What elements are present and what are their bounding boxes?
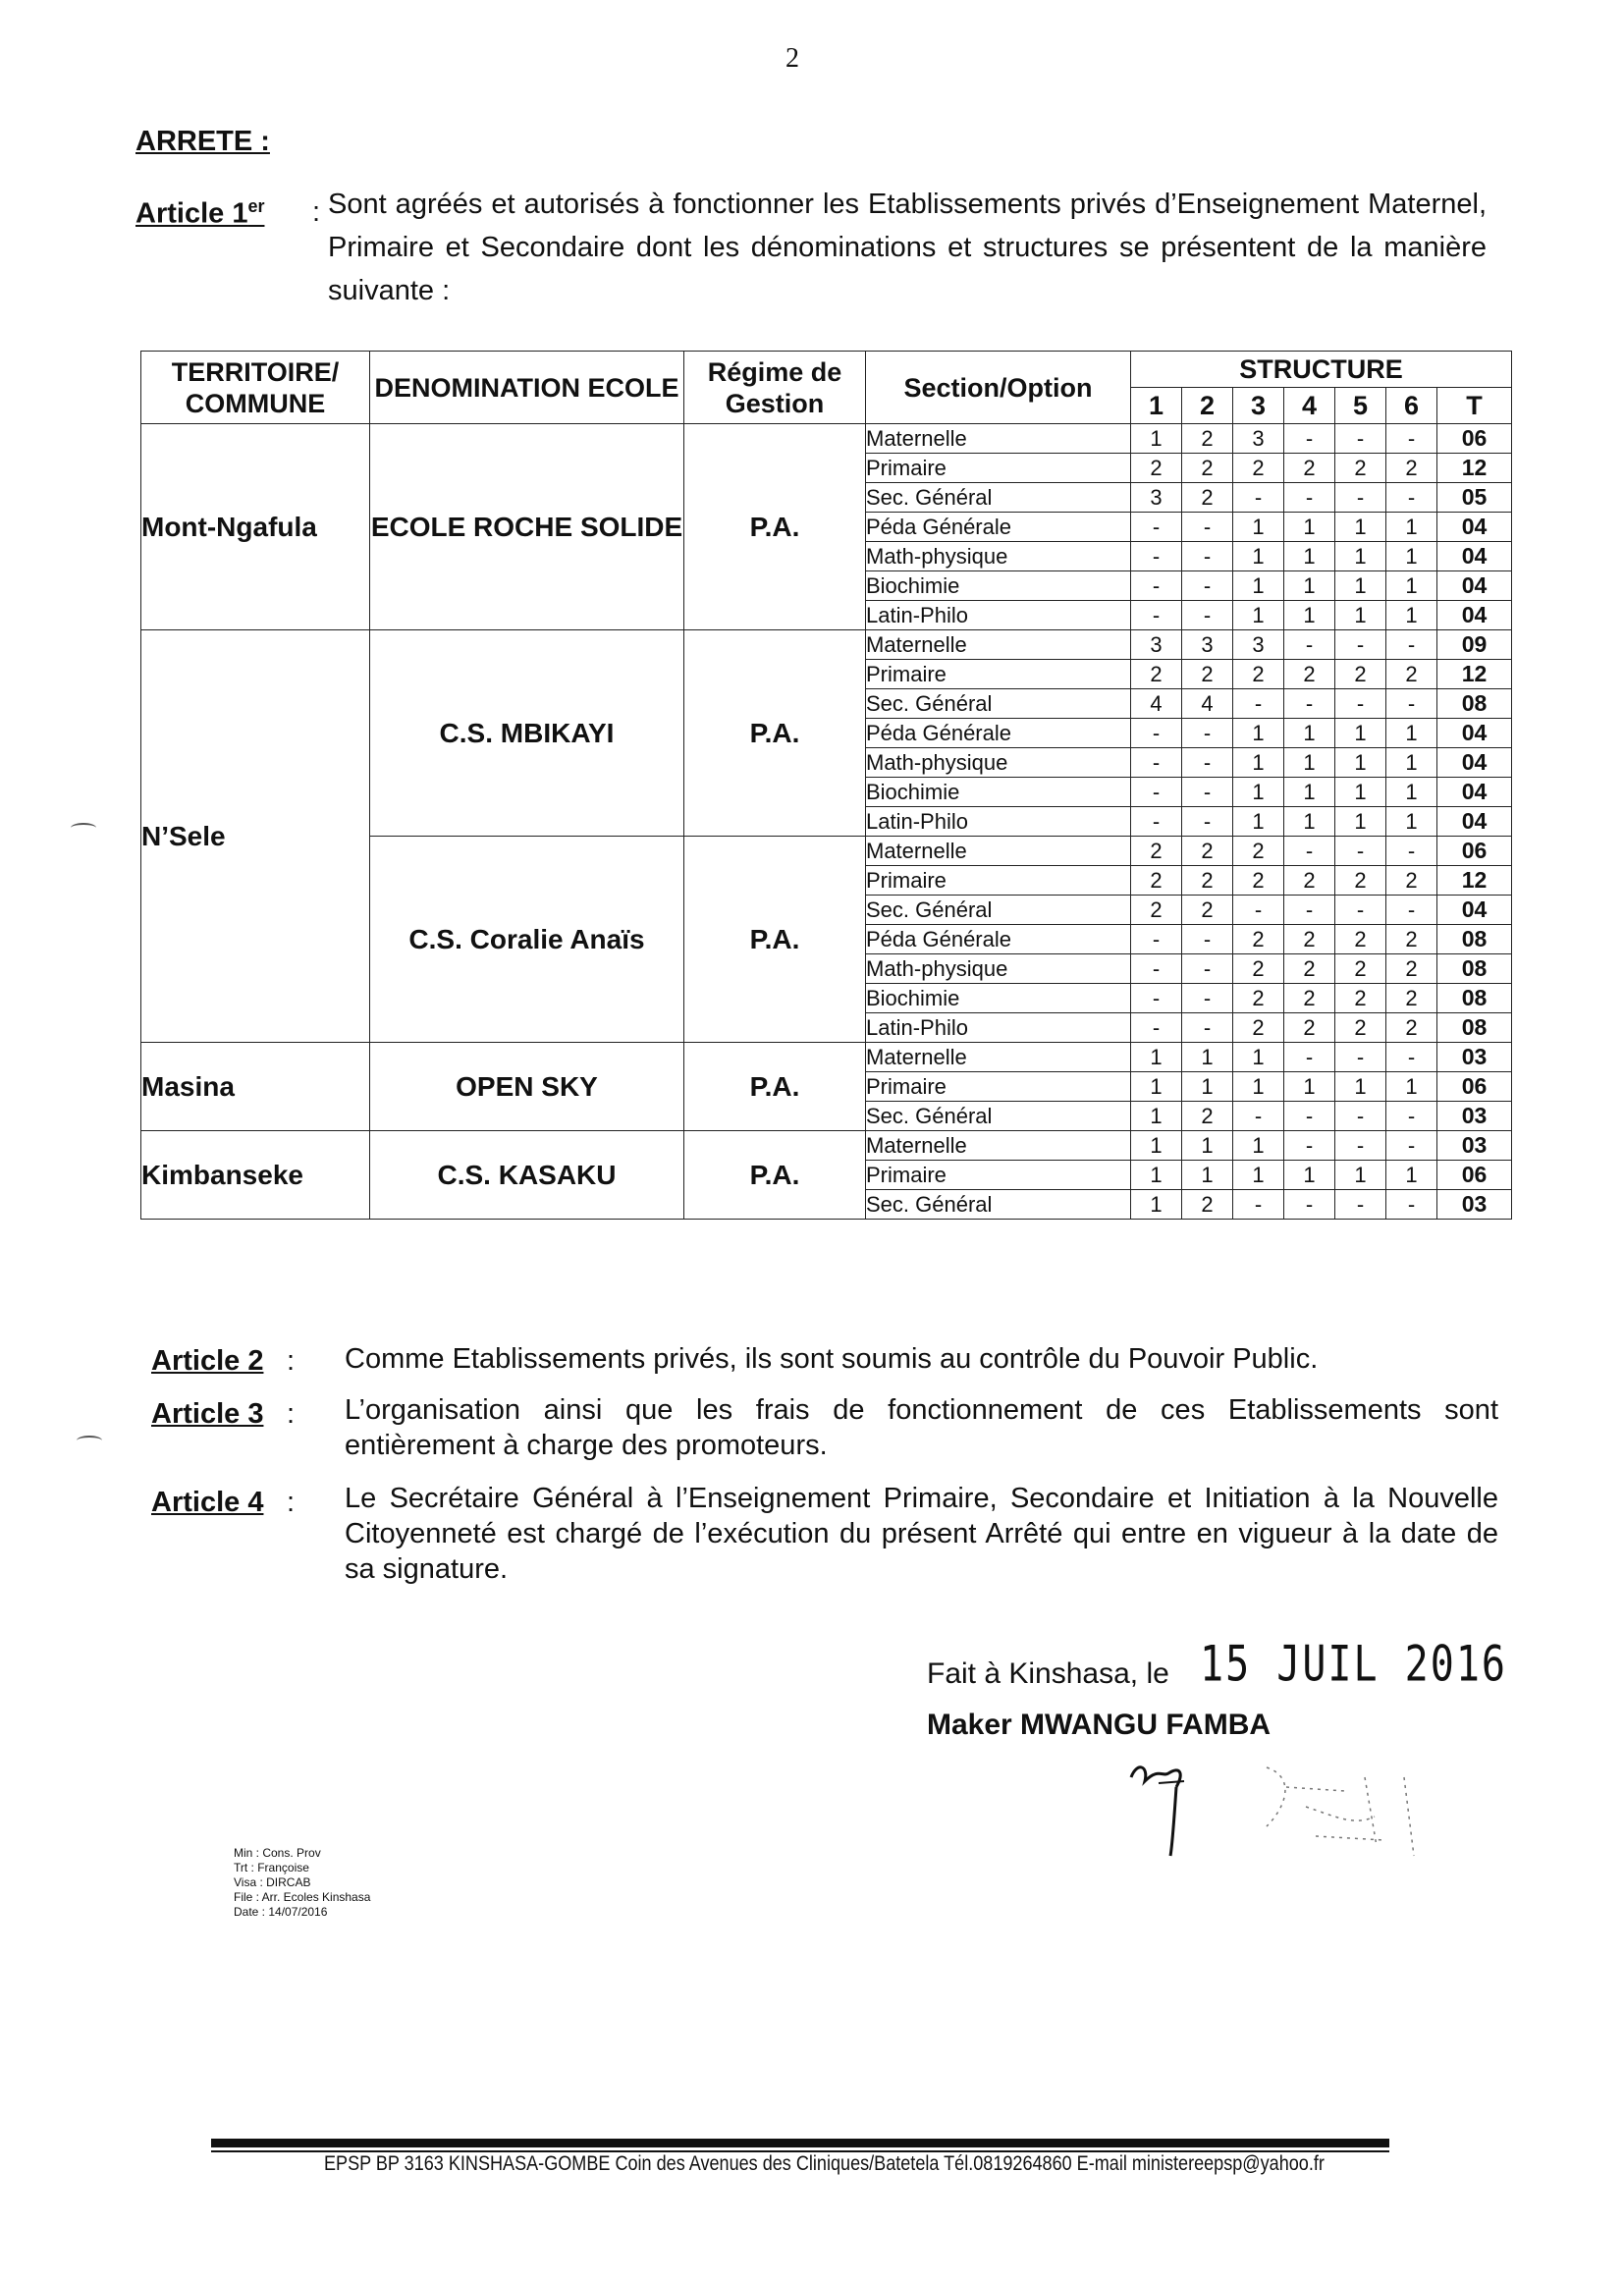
total-cell: 03 <box>1437 1102 1512 1131</box>
header-regime: Régime de Gestion <box>684 352 866 424</box>
level-6-cell: - <box>1386 837 1437 866</box>
level-3-cell: 3 <box>1233 630 1284 660</box>
territory-cell: Mont-Ngafula <box>141 424 370 630</box>
level-6-cell: 1 <box>1386 571 1437 601</box>
article-2-text: Comme Etablissements privés, ils sont soumis au contrôle du Pouvoir Public. <box>345 1343 1319 1375</box>
level-4-cell: 1 <box>1284 1161 1335 1190</box>
level-5-cell: 1 <box>1335 542 1386 571</box>
signatory-name: Maker MWANGU FAMBA <box>927 1709 1272 1741</box>
section-cell: Biochimie <box>866 778 1131 807</box>
level-2-cell: 3 <box>1182 630 1233 660</box>
section-cell: Sec. Général <box>866 896 1131 925</box>
level-5-cell: - <box>1335 1190 1386 1220</box>
level-6-cell: 2 <box>1386 1013 1437 1043</box>
level-6-cell: - <box>1386 896 1437 925</box>
level-4-cell: - <box>1284 837 1335 866</box>
level-2-cell: - <box>1182 601 1233 630</box>
level-6-cell: 2 <box>1386 454 1437 483</box>
level-4-cell: 1 <box>1284 778 1335 807</box>
table-row <box>141 1043 1512 1072</box>
level-5-cell: 2 <box>1335 984 1386 1013</box>
level-5-cell: 1 <box>1335 571 1386 601</box>
level-3-cell: 2 <box>1233 1013 1284 1043</box>
table-row <box>141 630 1512 660</box>
level-1-cell: 1 <box>1131 1072 1182 1102</box>
level-6-cell: - <box>1386 1131 1437 1161</box>
level-4-cell: 1 <box>1284 1072 1335 1102</box>
header-structure: STRUCTURE <box>1131 352 1512 388</box>
article-1-label: Article 1er <box>135 196 265 230</box>
level-3-cell: - <box>1233 483 1284 513</box>
level-3-cell: 1 <box>1233 571 1284 601</box>
level-5-cell: 1 <box>1335 807 1386 837</box>
section-cell: Primaire <box>866 454 1131 483</box>
level-1-cell: 1 <box>1131 424 1182 454</box>
total-cell: 03 <box>1437 1043 1512 1072</box>
level-4-cell: 2 <box>1284 454 1335 483</box>
article-1-text: Sont agréés et autorisés à fonctionner les Etablissements privés d’Enseignement Maternel, Primaire et Secondaire dont les dénominations et structures se présentent de la manière suivante : <box>328 189 1487 306</box>
level-2-cell: 2 <box>1182 866 1233 896</box>
level-2-cell: - <box>1182 984 1233 1013</box>
level-1-cell: - <box>1131 571 1182 601</box>
margin-mark <box>77 1436 102 1445</box>
signing-place: Fait à Kinshasa, le <box>927 1657 1169 1690</box>
regime-cell: P.A. <box>684 630 866 837</box>
level-5-cell: 2 <box>1335 1013 1386 1043</box>
level-5-cell: 1 <box>1335 748 1386 778</box>
level-1-cell: - <box>1131 513 1182 542</box>
level-3-cell: 1 <box>1233 1043 1284 1072</box>
section-cell: Sec. Général <box>866 483 1131 513</box>
level-3-cell: 1 <box>1233 1072 1284 1102</box>
level-2-cell: 2 <box>1182 837 1233 866</box>
level-6-cell: - <box>1386 1102 1437 1131</box>
level-4-cell: 2 <box>1284 866 1335 896</box>
level-2-cell: 2 <box>1182 896 1233 925</box>
level-3-cell: - <box>1233 896 1284 925</box>
level-5-cell: - <box>1335 896 1386 925</box>
level-6-cell: 2 <box>1386 925 1437 954</box>
section-cell: Primaire <box>866 866 1131 896</box>
level-4-cell: 2 <box>1284 925 1335 954</box>
article-4-label: Article 4 <box>151 1487 264 1518</box>
total-cell: 06 <box>1437 424 1512 454</box>
regime-cell: P.A. <box>684 1131 866 1220</box>
table-row <box>141 1131 1512 1161</box>
level-5-cell: 1 <box>1335 601 1386 630</box>
level-2-cell: - <box>1182 954 1233 984</box>
section-cell: Péda Générale <box>866 925 1131 954</box>
date-stamp: 15 JUIL 2016 <box>1200 1636 1507 1693</box>
article-4-text: Le Secrétaire Général à l’Enseignement Primaire, Secondaire et Initiation à la Nouvelle Citoyenneté est chargé de l’exécution du présent Arrêté qui entre en vigueur à la date de sa signature. <box>345 1483 1498 1585</box>
level-6-cell: 1 <box>1386 542 1437 571</box>
total-cell: 12 <box>1437 866 1512 896</box>
section-cell: Latin-Philo <box>866 1013 1131 1043</box>
school-name-cell: C.S. MBIKAYI <box>370 630 684 837</box>
level-2-cell: 4 <box>1182 689 1233 719</box>
total-cell: 03 <box>1437 1131 1512 1161</box>
article-3-text: L’organisation ainsi que les frais de fonctionnement de ces Etablissements sont entièrement à charge des promoteurs. <box>345 1394 1498 1461</box>
level-1-cell: - <box>1131 748 1182 778</box>
level-2-cell: - <box>1182 719 1233 748</box>
level-2-cell: 2 <box>1182 483 1233 513</box>
section-cell: Latin-Philo <box>866 601 1131 630</box>
level-5-cell: 1 <box>1335 513 1386 542</box>
level-4-cell: 2 <box>1284 660 1335 689</box>
level-1-cell: - <box>1131 601 1182 630</box>
header-level-2: 2 <box>1182 388 1233 424</box>
level-5-cell: - <box>1335 424 1386 454</box>
territory-cell: Kimbanseke <box>141 1131 370 1220</box>
level-2-cell: 2 <box>1182 424 1233 454</box>
level-2-cell: 1 <box>1182 1043 1233 1072</box>
level-2-cell: - <box>1182 513 1233 542</box>
level-4-cell: - <box>1284 1131 1335 1161</box>
level-5-cell: 1 <box>1335 1072 1386 1102</box>
level-4-cell: 2 <box>1284 984 1335 1013</box>
level-4-cell: 1 <box>1284 807 1335 837</box>
level-1-cell: 3 <box>1131 483 1182 513</box>
section-cell: Math-physique <box>866 542 1131 571</box>
level-3-cell: 1 <box>1233 748 1284 778</box>
total-cell: 08 <box>1437 689 1512 719</box>
total-cell: 06 <box>1437 1161 1512 1190</box>
schools-structure-table <box>140 351 1512 1220</box>
level-2-cell: - <box>1182 925 1233 954</box>
section-cell: Sec. Général <box>866 689 1131 719</box>
level-2-cell: - <box>1182 542 1233 571</box>
article-2-label: Article 2 <box>151 1345 264 1377</box>
level-5-cell: 1 <box>1335 778 1386 807</box>
school-name-cell: OPEN SKY <box>370 1043 684 1131</box>
level-6-cell: 1 <box>1386 748 1437 778</box>
total-cell: 08 <box>1437 954 1512 984</box>
section-cell: Sec. Général <box>866 1102 1131 1131</box>
level-4-cell: - <box>1284 1043 1335 1072</box>
level-3-cell: 1 <box>1233 542 1284 571</box>
level-2-cell: - <box>1182 1013 1233 1043</box>
level-1-cell: - <box>1131 778 1182 807</box>
level-1-cell: - <box>1131 719 1182 748</box>
total-cell: 04 <box>1437 807 1512 837</box>
total-cell: 09 <box>1437 630 1512 660</box>
level-1-cell: 3 <box>1131 630 1182 660</box>
level-2-cell: 2 <box>1182 454 1233 483</box>
section-cell: Sec. Général <box>866 1190 1131 1220</box>
level-2-cell: - <box>1182 748 1233 778</box>
level-1-cell: - <box>1131 984 1182 1013</box>
routing-slip: Min : Cons. Prov Trt : Françoise Visa : DIRCAB File : Arr. Ecoles Kinshasa Date : 14/07/2016 <box>234 1846 371 1919</box>
table-row <box>141 424 1512 454</box>
school-name-cell: ECOLE ROCHE SOLIDE <box>370 424 684 630</box>
level-5-cell: - <box>1335 483 1386 513</box>
level-6-cell: 2 <box>1386 984 1437 1013</box>
level-1-cell: 2 <box>1131 896 1182 925</box>
total-cell: 12 <box>1437 660 1512 689</box>
level-3-cell: 2 <box>1233 984 1284 1013</box>
section-cell: Péda Générale <box>866 513 1131 542</box>
level-6-cell: 2 <box>1386 660 1437 689</box>
total-cell: 04 <box>1437 719 1512 748</box>
school-name-cell: C.S. Coralie Anaïs <box>370 837 684 1043</box>
section-cell: Maternelle <box>866 630 1131 660</box>
section-cell: Primaire <box>866 1072 1131 1102</box>
level-4-cell: 1 <box>1284 719 1335 748</box>
footer-address: EPSP BP 3163 KINSHASA-GOMBE Coin des Avenues des Cliniques/Batetela Tél.0819264860 E-mail ministereepsp@yahoo.fr <box>324 2152 1325 2175</box>
level-5-cell: - <box>1335 837 1386 866</box>
level-6-cell: 1 <box>1386 778 1437 807</box>
header-level-3: 3 <box>1233 388 1284 424</box>
level-4-cell: 1 <box>1284 542 1335 571</box>
level-1-cell: - <box>1131 542 1182 571</box>
level-5-cell: - <box>1335 630 1386 660</box>
level-2-cell: 2 <box>1182 1190 1233 1220</box>
section-cell: Péda Générale <box>866 719 1131 748</box>
level-6-cell: - <box>1386 483 1437 513</box>
level-2-cell: 1 <box>1182 1161 1233 1190</box>
level-5-cell: 2 <box>1335 454 1386 483</box>
header-denomination: DENOMINATION ECOLE <box>370 352 684 424</box>
level-5-cell: 2 <box>1335 954 1386 984</box>
level-3-cell: 2 <box>1233 660 1284 689</box>
level-1-cell: - <box>1131 954 1182 984</box>
level-1-cell: 1 <box>1131 1161 1182 1190</box>
level-6-cell: 1 <box>1386 1072 1437 1102</box>
level-3-cell: - <box>1233 1102 1284 1131</box>
level-5-cell: 1 <box>1335 1161 1386 1190</box>
level-2-cell: 1 <box>1182 1131 1233 1161</box>
total-cell: 03 <box>1437 1190 1512 1220</box>
arrete-heading: ARRETE : <box>135 126 270 157</box>
level-5-cell: - <box>1335 1043 1386 1072</box>
total-cell: 04 <box>1437 778 1512 807</box>
territory-cell: N’Sele <box>141 630 370 1043</box>
total-cell: 06 <box>1437 837 1512 866</box>
section-cell: Maternelle <box>866 424 1131 454</box>
level-4-cell: 1 <box>1284 748 1335 778</box>
level-5-cell: - <box>1335 1131 1386 1161</box>
level-4-cell: - <box>1284 483 1335 513</box>
total-cell: 04 <box>1437 542 1512 571</box>
header-total: T <box>1437 388 1512 424</box>
level-6-cell: 1 <box>1386 513 1437 542</box>
level-2-cell: 2 <box>1182 1102 1233 1131</box>
margin-mark <box>71 823 96 833</box>
level-6-cell: - <box>1386 1043 1437 1072</box>
total-cell: 04 <box>1437 896 1512 925</box>
page-number: 2 <box>785 43 799 74</box>
level-6-cell: - <box>1386 1190 1437 1220</box>
level-3-cell: 1 <box>1233 1131 1284 1161</box>
level-4-cell: - <box>1284 1102 1335 1131</box>
level-4-cell: - <box>1284 630 1335 660</box>
level-4-cell: - <box>1284 424 1335 454</box>
section-cell: Math-physique <box>866 954 1131 984</box>
total-cell: 05 <box>1437 483 1512 513</box>
level-3-cell: 1 <box>1233 778 1284 807</box>
total-cell: 06 <box>1437 1072 1512 1102</box>
article-4-colon: : <box>287 1487 296 1518</box>
level-5-cell: - <box>1335 689 1386 719</box>
level-3-cell: 1 <box>1233 719 1284 748</box>
level-1-cell: 2 <box>1131 454 1182 483</box>
header-level-1: 1 <box>1131 388 1182 424</box>
level-1-cell: 1 <box>1131 1043 1182 1072</box>
level-5-cell: 2 <box>1335 866 1386 896</box>
section-cell: Maternelle <box>866 1043 1131 1072</box>
level-1-cell: 2 <box>1131 837 1182 866</box>
section-cell: Primaire <box>866 660 1131 689</box>
level-3-cell: 1 <box>1233 807 1284 837</box>
level-6-cell: 1 <box>1386 1161 1437 1190</box>
footer-rule <box>211 2139 1389 2147</box>
regime-cell: P.A. <box>684 1043 866 1131</box>
level-1-cell: - <box>1131 925 1182 954</box>
section-cell: Maternelle <box>866 1131 1131 1161</box>
level-3-cell: 2 <box>1233 837 1284 866</box>
level-1-cell: - <box>1131 807 1182 837</box>
level-2-cell: - <box>1182 807 1233 837</box>
level-4-cell: - <box>1284 1190 1335 1220</box>
level-1-cell: 2 <box>1131 866 1182 896</box>
level-3-cell: 2 <box>1233 925 1284 954</box>
level-1-cell: 1 <box>1131 1131 1182 1161</box>
total-cell: 04 <box>1437 601 1512 630</box>
header-level-4: 4 <box>1284 388 1335 424</box>
level-6-cell: 1 <box>1386 807 1437 837</box>
section-cell: Latin-Philo <box>866 807 1131 837</box>
level-2-cell: - <box>1182 571 1233 601</box>
level-3-cell: 2 <box>1233 454 1284 483</box>
section-cell: Maternelle <box>866 837 1131 866</box>
level-6-cell: - <box>1386 424 1437 454</box>
total-cell: 08 <box>1437 1013 1512 1043</box>
section-cell: Math-physique <box>866 748 1131 778</box>
level-1-cell: 1 <box>1131 1102 1182 1131</box>
signature-image <box>1119 1748 1473 1875</box>
total-cell: 08 <box>1437 925 1512 954</box>
level-2-cell: - <box>1182 778 1233 807</box>
level-4-cell: 2 <box>1284 1013 1335 1043</box>
level-1-cell: 2 <box>1131 660 1182 689</box>
level-4-cell: - <box>1284 689 1335 719</box>
level-6-cell: 2 <box>1386 866 1437 896</box>
level-4-cell: 1 <box>1284 601 1335 630</box>
level-3-cell: - <box>1233 1190 1284 1220</box>
total-cell: 08 <box>1437 984 1512 1013</box>
regime-cell: P.A. <box>684 424 866 630</box>
school-name-cell: C.S. KASAKU <box>370 1131 684 1220</box>
level-1-cell: 1 <box>1131 1190 1182 1220</box>
header-level-5: 5 <box>1335 388 1386 424</box>
level-2-cell: 1 <box>1182 1072 1233 1102</box>
level-3-cell: 2 <box>1233 866 1284 896</box>
level-2-cell: 2 <box>1182 660 1233 689</box>
level-3-cell: 2 <box>1233 954 1284 984</box>
level-3-cell: 3 <box>1233 424 1284 454</box>
total-cell: 04 <box>1437 748 1512 778</box>
article-2-colon: : <box>287 1345 296 1377</box>
total-cell: 12 <box>1437 454 1512 483</box>
section-cell: Biochimie <box>866 984 1131 1013</box>
section-cell: Primaire <box>866 1161 1131 1190</box>
level-4-cell: 1 <box>1284 571 1335 601</box>
level-5-cell: - <box>1335 1102 1386 1131</box>
level-6-cell: 1 <box>1386 601 1437 630</box>
level-3-cell: 1 <box>1233 513 1284 542</box>
header-section: Section/Option <box>866 352 1131 424</box>
regime-cell: P.A. <box>684 837 866 1043</box>
article-1-colon: : <box>312 196 321 228</box>
level-6-cell: - <box>1386 689 1437 719</box>
header-territoire: TERRITOIRE/ COMMUNE <box>141 352 370 424</box>
level-5-cell: 1 <box>1335 719 1386 748</box>
level-1-cell: 4 <box>1131 689 1182 719</box>
total-cell: 04 <box>1437 513 1512 542</box>
header-level-6: 6 <box>1386 388 1437 424</box>
level-4-cell: - <box>1284 896 1335 925</box>
level-1-cell: - <box>1131 1013 1182 1043</box>
article-3-colon: : <box>287 1398 296 1430</box>
level-3-cell: 1 <box>1233 601 1284 630</box>
level-5-cell: 2 <box>1335 660 1386 689</box>
level-6-cell: 2 <box>1386 954 1437 984</box>
level-5-cell: 2 <box>1335 925 1386 954</box>
level-6-cell: - <box>1386 630 1437 660</box>
level-3-cell: 1 <box>1233 1161 1284 1190</box>
total-cell: 04 <box>1437 571 1512 601</box>
level-4-cell: 2 <box>1284 954 1335 984</box>
section-cell: Biochimie <box>866 571 1131 601</box>
level-6-cell: 1 <box>1386 719 1437 748</box>
territory-cell: Masina <box>141 1043 370 1131</box>
article-3-label: Article 3 <box>151 1398 264 1430</box>
level-4-cell: 1 <box>1284 513 1335 542</box>
level-3-cell: - <box>1233 689 1284 719</box>
